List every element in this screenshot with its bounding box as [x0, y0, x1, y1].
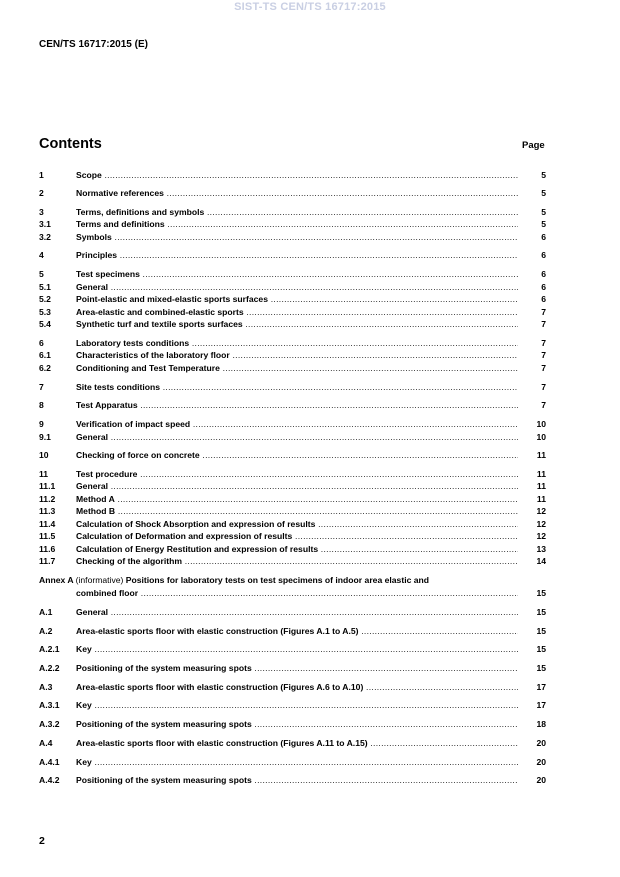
- toc-title: Normative references .....: [76, 187, 518, 199]
- toc-entry[interactable]: [39, 480, 546, 492]
- toc-entry[interactable]: [39, 518, 546, 530]
- toc-title: Conditioning and Test Temperature .....: [76, 362, 518, 374]
- toc-entry[interactable]: [39, 643, 546, 655]
- toc-entry[interactable]: [39, 681, 546, 693]
- toc-number: 6: [39, 338, 44, 348]
- toc-page: 5: [541, 170, 546, 180]
- toc-page: 7: [541, 363, 546, 373]
- toc-page: 11: [536, 469, 546, 479]
- toc-page: 11: [536, 450, 546, 460]
- toc-title: Point-elastic and mixed-elastic sports surfaces .....: [76, 293, 518, 305]
- page-number: 2: [39, 835, 45, 847]
- toc-page: 7: [541, 307, 546, 317]
- toc-number: A.2: [39, 626, 53, 636]
- toc-page: 6: [541, 232, 546, 242]
- toc-page: 17: [536, 682, 546, 692]
- toc-number: 7: [39, 382, 44, 392]
- toc-entry[interactable]: [39, 699, 546, 711]
- toc-page: 5: [541, 188, 546, 198]
- toc-title: Site tests conditions .....: [76, 381, 518, 393]
- toc-page: 7: [541, 338, 546, 348]
- toc-page: 7: [541, 400, 546, 410]
- toc-entry[interactable]: [39, 431, 546, 443]
- toc-entry[interactable]: [39, 774, 546, 786]
- toc-entry[interactable]: [39, 718, 546, 730]
- toc-title: Principles .....: [76, 249, 518, 261]
- annex-type: (informative): [75, 575, 124, 585]
- toc-title: Test specimens .....: [76, 268, 518, 280]
- toc-number: 3.2: [39, 232, 51, 242]
- toc-entry[interactable]: [39, 625, 546, 637]
- toc-entry[interactable]: [39, 337, 546, 349]
- toc-number: 3.1: [39, 219, 51, 229]
- toc-page: 15: [536, 626, 546, 636]
- toc-title: Terms and definitions .....: [76, 218, 518, 230]
- toc-title: Characteristics of the laboratory floor .....: [76, 349, 518, 361]
- toc-entry[interactable]: [39, 206, 546, 218]
- toc-page: 7: [541, 319, 546, 329]
- toc-number: 9: [39, 419, 44, 429]
- toc-page: 5: [541, 207, 546, 217]
- annex-label: Annex A: [39, 575, 74, 585]
- toc-number: A.4.2: [39, 775, 60, 785]
- toc-page: 14: [536, 556, 546, 566]
- toc-page: 12: [536, 506, 546, 516]
- toc-page: 12: [536, 531, 546, 541]
- toc-title: Test Apparatus .....: [76, 399, 518, 411]
- toc-title: Method B .....: [76, 505, 518, 517]
- document-id: CEN/TS 16717:2015 (E): [39, 39, 148, 50]
- toc-title: Scope .....: [76, 169, 518, 181]
- toc-entry[interactable]: [39, 555, 546, 567]
- toc-number: A.3.1: [39, 700, 60, 710]
- toc-number: 5: [39, 269, 44, 279]
- toc-title: Laboratory tests conditions .....: [76, 337, 518, 349]
- toc-page: 20: [536, 738, 546, 748]
- toc-number: A.2.2: [39, 663, 60, 673]
- toc-title: Key .....: [76, 756, 518, 768]
- toc-title: General .....: [76, 606, 518, 618]
- toc-number: 8: [39, 400, 44, 410]
- toc-entry[interactable]: [39, 543, 546, 555]
- toc-title: Calculation of Shock Absorption and expression of results .....: [76, 518, 518, 530]
- toc-entry[interactable]: [39, 418, 546, 430]
- toc-entry[interactable]: [39, 281, 546, 293]
- toc-title: Checking of the algorithm .....: [76, 555, 518, 567]
- toc-title: Symbols .....: [76, 231, 518, 243]
- toc-page: 20: [536, 775, 546, 785]
- page-column-label: Page: [522, 140, 545, 151]
- toc-entry[interactable]: [39, 318, 546, 330]
- toc-number: 11.1: [39, 481, 56, 491]
- toc-entry[interactable]: [39, 505, 546, 517]
- toc-title: Positioning of the system measuring spots .....: [76, 662, 518, 674]
- toc-entry[interactable]: [39, 756, 546, 768]
- toc-title: General .....: [76, 431, 518, 443]
- toc-number: 11: [39, 469, 49, 479]
- toc-number: 4: [39, 250, 44, 260]
- toc-number: 2: [39, 188, 44, 198]
- toc-number: A.4.1: [39, 757, 60, 767]
- toc-page: 11: [536, 494, 546, 504]
- toc-number: 11.6: [39, 544, 56, 554]
- toc-page: 5: [541, 219, 546, 229]
- toc-page: 7: [541, 350, 546, 360]
- toc-number: 11.7: [39, 556, 56, 566]
- toc-title: Checking of force on concrete .....: [76, 449, 518, 461]
- toc-entry[interactable]: [39, 468, 546, 480]
- toc-number: 3: [39, 207, 44, 217]
- toc-entry[interactable]: [39, 349, 546, 361]
- annex-heading-continued[interactable]: [39, 587, 546, 599]
- toc-page: 15: [536, 663, 546, 673]
- annex-title-line2: combined floor .....: [76, 587, 518, 599]
- toc-number: 11.2: [39, 494, 56, 504]
- toc-entry[interactable]: [39, 169, 546, 181]
- toc-number: 11.4: [39, 519, 56, 529]
- watermark: SIST-TS CEN/TS 16717:2015: [234, 1, 386, 13]
- toc-title: Positioning of the system measuring spots .....: [76, 718, 518, 730]
- toc-number: 9.1: [39, 432, 51, 442]
- toc-title: Key .....: [76, 699, 518, 711]
- toc-entry[interactable]: [39, 231, 546, 243]
- toc-page: 15: [536, 588, 546, 598]
- toc-page: 6: [541, 294, 546, 304]
- annex-title-line1: Positions for laboratory tests on test specimens of indoor area elastic and: [125, 575, 430, 585]
- toc-title: Calculation of Deformation and expression of results .....: [76, 530, 518, 542]
- toc-number: 11.5: [39, 531, 56, 541]
- toc-number: 6.1: [39, 350, 51, 360]
- toc-entry[interactable]: [39, 268, 546, 280]
- toc-page: 7: [541, 382, 546, 392]
- toc-title: Terms, definitions and symbols .....: [76, 206, 518, 218]
- toc-title: Key .....: [76, 643, 518, 655]
- toc-title: Positioning of the system measuring spots .....: [76, 774, 518, 786]
- toc-page: 18: [536, 719, 546, 729]
- toc-page: 12: [536, 519, 546, 529]
- toc-number: 6.2: [39, 363, 51, 373]
- toc-entry[interactable]: [39, 737, 546, 749]
- toc-page: 15: [536, 607, 546, 617]
- toc-title: Area-elastic sports floor with elastic construction (Figures A.6 to A.10) .....: [76, 681, 518, 693]
- toc-page: 13: [536, 544, 546, 554]
- toc-number: A.3.2: [39, 719, 60, 729]
- toc-number: 1: [39, 170, 44, 180]
- toc-page: 10: [536, 419, 546, 429]
- toc-title: Synthetic turf and textile sports surfaces .....: [76, 318, 518, 330]
- toc-number: A.4: [39, 738, 53, 748]
- toc-number: 5.3: [39, 307, 51, 317]
- toc-number: 11.3: [39, 506, 56, 516]
- toc-title: Test procedure .....: [76, 468, 518, 480]
- toc-page: 6: [541, 282, 546, 292]
- toc-title: Verification of impact speed .....: [76, 418, 518, 430]
- toc-entry[interactable]: [39, 381, 546, 393]
- toc-number: 5.1: [39, 282, 51, 292]
- toc-number: 10: [39, 450, 49, 460]
- toc-entry[interactable]: [39, 306, 546, 318]
- toc-entry[interactable]: [39, 187, 546, 199]
- toc-entry[interactable]: [39, 293, 546, 305]
- toc-page: 17: [536, 700, 546, 710]
- toc-entry[interactable]: [39, 249, 546, 261]
- toc-number: A.3: [39, 682, 53, 692]
- toc-page: 6: [541, 250, 546, 260]
- toc-title: General .....: [76, 480, 518, 492]
- toc-entry[interactable]: [39, 449, 546, 461]
- toc-page: 6: [541, 269, 546, 279]
- toc-number: A.1: [39, 607, 53, 617]
- toc-entry[interactable]: [39, 362, 546, 374]
- toc-page: 15: [536, 644, 546, 654]
- annex-heading[interactable]: [39, 574, 546, 586]
- toc-title: Area-elastic sports floor with elastic construction (Figures A.1 to A.5) .....: [76, 625, 518, 637]
- toc-entry[interactable]: [39, 218, 546, 230]
- toc-page: 10: [536, 432, 546, 442]
- toc-entry[interactable]: [39, 662, 546, 674]
- toc-entry[interactable]: [39, 399, 546, 411]
- toc-page: 11: [536, 481, 546, 491]
- toc-page: 20: [536, 757, 546, 767]
- toc-number: 5.2: [39, 294, 51, 304]
- toc-entry[interactable]: [39, 530, 546, 542]
- toc-title: Area-elastic sports floor with elastic construction (Figures A.11 to A.15) .....: [76, 737, 518, 749]
- contents-title: Contents: [39, 136, 102, 152]
- toc-title: Area-elastic and combined-elastic sports .....: [76, 306, 518, 318]
- toc-title: General .....: [76, 281, 518, 293]
- toc-title: Method A .....: [76, 493, 518, 505]
- toc-number: 5.4: [39, 319, 51, 329]
- toc-title: Calculation of Energy Restitution and expression of results .....: [76, 543, 518, 555]
- toc-entry[interactable]: [39, 493, 546, 505]
- toc-number: A.2.1: [39, 644, 60, 654]
- toc-entry[interactable]: [39, 606, 546, 618]
